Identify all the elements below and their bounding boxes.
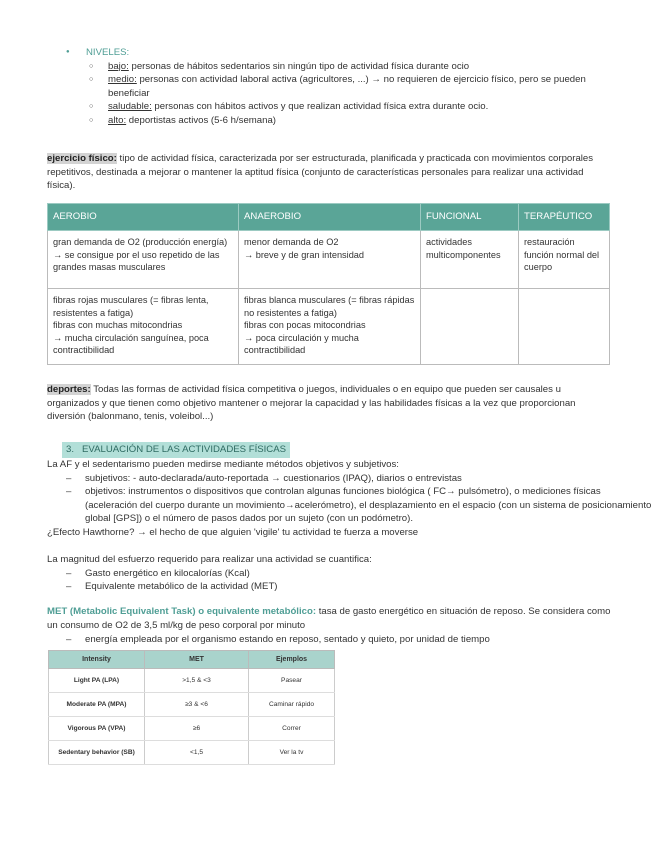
met-cell: ≥6 — [145, 717, 249, 741]
nivel-bajo — [62, 60, 628, 74]
niveles-list — [62, 46, 628, 128]
table-cell: fibras blanca musculares (= fibras rápidas no resistentes a fatiga) fibras con pocas mitocondrias → poca circulación y mucha contractibilidad — [239, 289, 421, 365]
nivel-alto — [62, 114, 628, 128]
section-number: 3. — [66, 444, 75, 455]
met-cell: Vigorous PA (VPA) — [49, 717, 145, 741]
nivel-term: medio: — [108, 74, 137, 86]
nivel-saludable — [62, 100, 628, 114]
section-heading — [62, 442, 290, 458]
niveles-title: ● NIVELES: — [62, 46, 628, 60]
table-row — [48, 289, 610, 365]
met-cell: Pasear — [249, 669, 335, 693]
met-paragraph — [47, 605, 612, 632]
ejercicio-term: ejercicio físico: — [47, 153, 117, 164]
table-row — [49, 669, 335, 693]
deportes-term: deportes: — [47, 384, 91, 395]
table-row — [49, 741, 335, 765]
table-cell — [421, 289, 519, 365]
met-cell: Light PA (LPA) — [49, 669, 145, 693]
table-row — [49, 693, 335, 717]
evaluacion-intro: La AF y el sedentarismo pueden medirse mediante métodos objetivos y subjetivos: — [47, 459, 399, 470]
met-cell: Correr — [249, 717, 335, 741]
table-cell: gran demanda de O2 (producción energía) → se consigue por el uso repetido de las grandes masas musculares — [48, 231, 239, 289]
header-anaerobio: ANAEROBIO — [239, 204, 421, 231]
met-text: tasa de gasto energético en situación de reposo. Se considera como un consumo de O2 de 3,5 ml/kg de peso corporal por minuto — [47, 606, 611, 631]
nivel-text: personas de hábitos sedentarios sin ningún tipo de actividad física durante ocio — [128, 60, 470, 72]
met-cell: Ver la tv — [249, 741, 335, 765]
table-row — [49, 717, 335, 741]
met-bullet: – energía empleada por el organismo estando en reposo, sentado y quieto, por unidad de tiempo — [47, 633, 645, 647]
met-cell: Caminar rápido — [249, 693, 335, 717]
table-cell — [519, 289, 610, 365]
nivel-term: bajo: — [108, 60, 129, 72]
table-cell: menor demanda de O2 → breve y de gran intensidad — [239, 231, 421, 289]
met-cell: >1,5 & <3 — [145, 669, 249, 693]
section-title: EVALUACIÓN DE LAS ACTIVIDADES FÍSICAS — [82, 444, 287, 455]
ejercicio-text: tipo de actividad física, caracterizada por ser estructurada, planificada y practicada con movimientos corporales repetitivos, destinada a mejorar o mantener la aptitud física (conjunto de características personales para realizar una actividad física). — [47, 153, 594, 192]
table-cell: actividades multicomponentes — [421, 231, 519, 289]
table-cell: restauración función normal del cuerpo — [519, 231, 610, 289]
magnitud-item: – Equivalente metabólico de la actividad (MET) — [47, 580, 655, 594]
objetivos-item: – objetivos: instrumentos o dispositivos que controlan algunas funciones biológica ( FC→ pulsómetro), o mediciones físicas (aceleración del cuerpo durante un movimiento→acelerómetro), el desplazamiento en el espacio (con un sistema de posicionamiento global [GPS]) o el número de pasos dados por un sujeto (con un podómetro). — [47, 485, 655, 526]
table-header-row — [48, 204, 610, 231]
nivel-term: alto: — [108, 114, 127, 126]
header-terapeutico: TERAPÉUTICO — [519, 204, 610, 231]
magnitud-intro: La magnitud del esfuerzo requerido para realizar una actividad se cuantifica: — [47, 554, 372, 565]
header-funcional: FUNCIONAL — [421, 204, 519, 231]
tipos-actividad-table — [47, 203, 610, 365]
nivel-text: personas con hábitos activos y que realizan actividad física extra durante ocio. — [151, 101, 489, 113]
deportes-paragraph — [47, 383, 612, 424]
met-cell: Moderate PA (MPA) — [49, 693, 145, 717]
met-cell: Sedentary behavior (SB) — [49, 741, 145, 765]
table-cell: fibras rojas musculares (= fibras lenta, resistentes a fatiga) fibras con muchas mitocondrias → mucha circulación sanguínea, poca contractibilidad — [48, 289, 239, 365]
met-term: MET (Metabolic Equivalent Task) o equivalente metabólico: — [47, 606, 317, 617]
header-aerobio: AEROBIO — [48, 204, 239, 231]
table-row — [48, 231, 610, 289]
nivel-text: deportistas activos (5-6 h/semana) — [126, 114, 276, 126]
met-cell: ≥3 & <6 — [145, 693, 249, 717]
met-header: Ejemplos — [249, 651, 335, 669]
magnitud-item: – Gasto energético en kilocalorías (Kcal) — [47, 567, 655, 581]
met-table — [48, 650, 335, 765]
deportes-text: Todas las formas de actividad física competitiva o juegos, individuales o en equipo que pueden ser causales u organizados y que tienen como objetivo mantener o mejorar la capacidad y las habilidades físicas a la vez que proporcionan diversión (balonmano, tenis, voleibol...) — [47, 384, 576, 423]
nivel-medio — [62, 73, 628, 100]
ejercicio-paragraph — [47, 152, 612, 193]
hawthorne-note: ¿Efecto Hawthorne? → el hecho de que alguien 'vigile' tu actividad te fuerza a moverse — [47, 526, 419, 538]
nivel-term: saludable: — [108, 101, 152, 113]
met-cell: <1,5 — [145, 741, 249, 765]
subjetivos-item: – subjetivos: - auto-declarada/auto-reportada → cuestionarios (IPAQ), diarios o entrevistas — [47, 472, 655, 486]
met-header: Intensity — [49, 651, 145, 669]
met-header: MET — [145, 651, 249, 669]
met-header-row — [49, 651, 335, 669]
nivel-text: personas con actividad laboral activa (agricultores, ...) → no requieren de ejercicio físico, pero se pueden beneficiar — [108, 74, 586, 99]
evaluacion-block — [47, 458, 655, 540]
magnitud-block — [47, 553, 655, 594]
